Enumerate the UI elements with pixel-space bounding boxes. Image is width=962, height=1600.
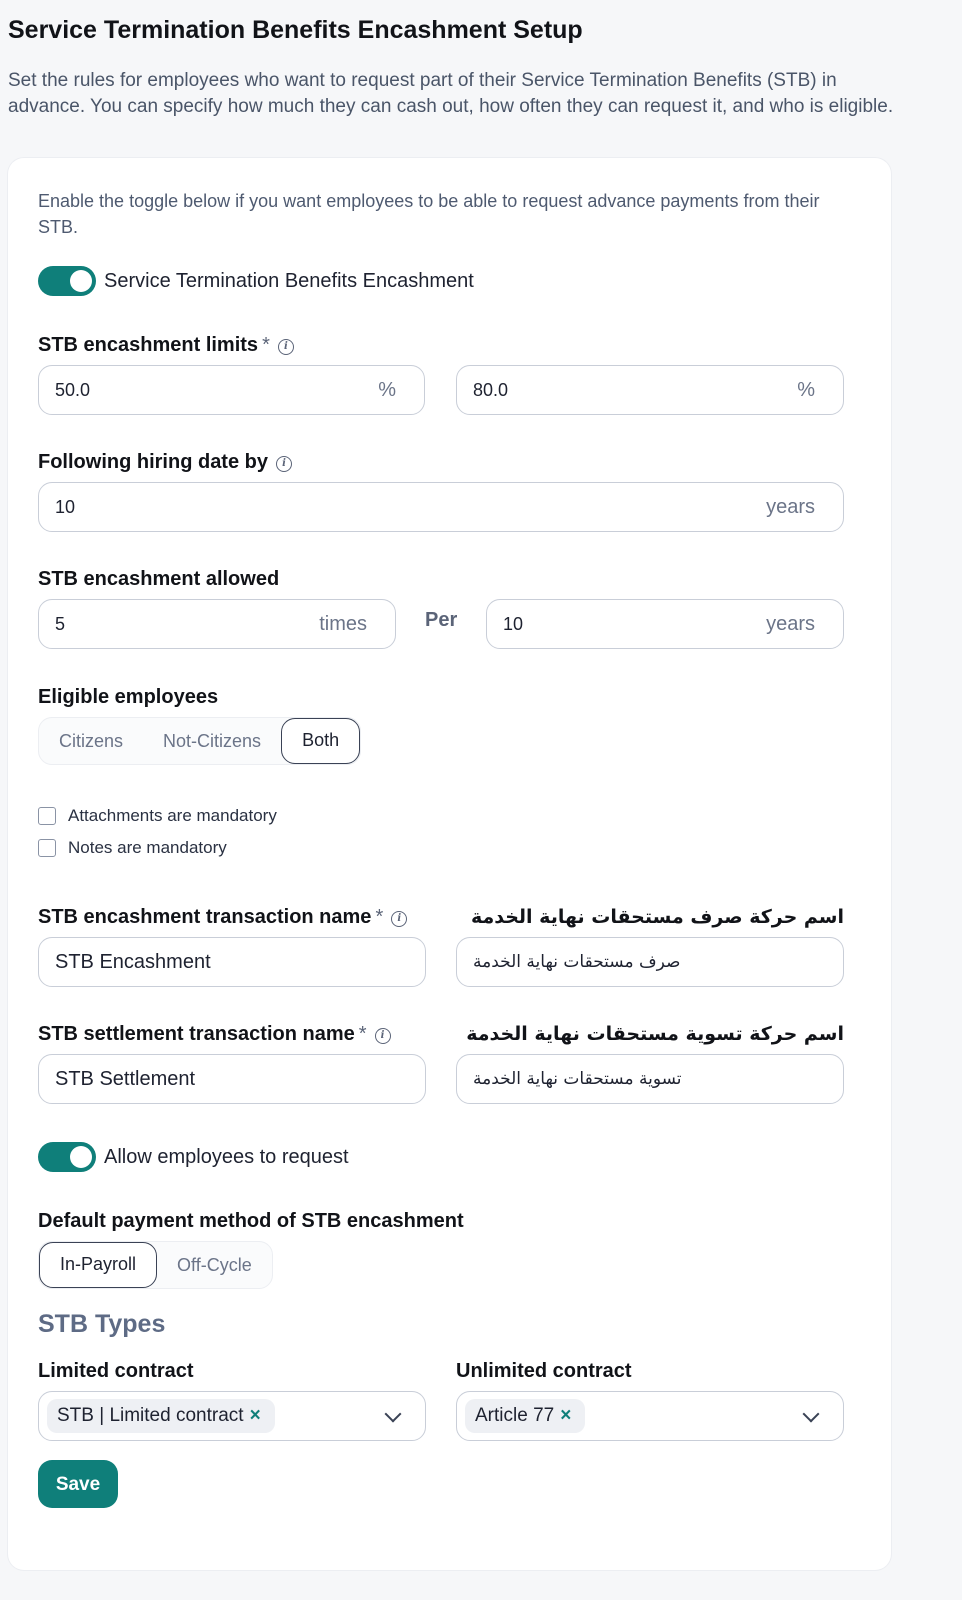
allow-request-toggle-label: Allow employees to request xyxy=(104,1146,349,1168)
stb-types-heading: STB Types xyxy=(38,1310,166,1338)
hiring-years-input[interactable] xyxy=(38,482,844,532)
encashment-name-input[interactable] xyxy=(38,937,426,987)
info-icon[interactable]: i xyxy=(391,911,407,927)
limit-min-input[interactable] xyxy=(38,365,425,415)
eligible-label xyxy=(38,686,218,709)
required-mark: * xyxy=(375,906,384,928)
years-suffix: years xyxy=(766,496,815,518)
limits-label xyxy=(38,334,294,357)
allowed-times-value: 5 xyxy=(55,614,66,634)
encashment-name-label-text: STB encashment transaction name xyxy=(38,906,372,928)
attachments-mandatory-row[interactable] xyxy=(38,806,277,826)
allowed-label-text: STB encashment allowed xyxy=(38,568,280,590)
eligible-label-text: Eligible employees xyxy=(38,686,219,708)
allowed-times-input[interactable] xyxy=(38,599,396,649)
chevron-down-icon[interactable] xyxy=(385,1406,402,1423)
settlement-name-arabic-input[interactable] xyxy=(456,1054,844,1104)
encashment-name-value: STB Encashment xyxy=(55,951,211,973)
percent-suffix: % xyxy=(378,379,396,401)
payment-method-label xyxy=(38,1210,464,1233)
limited-contract-chip-label: STB | Limited contract xyxy=(57,1405,244,1426)
info-icon[interactable]: i xyxy=(278,339,294,355)
encashment-name-arabic-input[interactable] xyxy=(456,937,844,987)
limited-contract-select[interactable] xyxy=(38,1391,426,1441)
limit-max-input[interactable] xyxy=(456,365,844,415)
limit-min-value: 50.0 xyxy=(55,380,91,400)
unlimited-contract-chip-label: Article 77 xyxy=(475,1405,555,1426)
settlement-name-label xyxy=(38,1023,391,1046)
settings-card xyxy=(8,158,891,1570)
settlement-name-arabic-label: اسم حركة تسوية مستحقات نهاية الخدمة xyxy=(466,1023,844,1045)
close-icon[interactable]: × xyxy=(560,1405,572,1426)
limited-contract-label xyxy=(38,1360,194,1383)
limits-label-text: STB encashment limits xyxy=(38,334,259,356)
info-icon[interactable]: i xyxy=(375,1028,391,1044)
save-button[interactable]: Save xyxy=(38,1460,118,1508)
hiring-years-value: 10 xyxy=(55,497,76,517)
times-suffix: times xyxy=(319,613,367,635)
info-icon[interactable]: i xyxy=(276,456,292,472)
payment-option-off-cycle[interactable]: Off-Cycle xyxy=(177,1255,252,1275)
encashment-name-arabic-value: صرف مستحقات نهاية الخدمة xyxy=(473,952,681,972)
percent-suffix: % xyxy=(797,379,815,401)
attachments-checkbox[interactable] xyxy=(38,807,56,825)
settlement-name-input[interactable] xyxy=(38,1054,426,1104)
allow-request-toggle[interactable] xyxy=(38,1142,96,1172)
hiring-label-text: Following hiring date by xyxy=(38,451,268,473)
attachments-checkbox-label: Attachments are mandatory xyxy=(68,806,277,825)
notes-checkbox[interactable] xyxy=(38,839,56,857)
limited-contract-label-text: Limited contract xyxy=(38,1360,194,1382)
unlimited-contract-label xyxy=(456,1360,632,1383)
intro-text: Enable the toggle below if you want employees to be able to request advance payments from their STB. xyxy=(38,191,820,237)
eligible-segmented-control xyxy=(38,717,361,765)
eligible-option-both[interactable]: Both xyxy=(281,718,360,764)
close-icon[interactable]: × xyxy=(249,1405,261,1426)
toggle-knob xyxy=(70,270,92,292)
encashment-toggle-label: Service Termination Benefits Encashment xyxy=(104,270,474,292)
payment-method-segmented-control xyxy=(38,1241,273,1289)
unlimited-contract-chip xyxy=(465,1399,585,1433)
page-description: Set the rules for employees who want to request part of their Service Termination Benefits (STB) in advance. You can specify how much they can cash out, how often they can request it, and who is eligible. xyxy=(8,70,894,117)
unlimited-contract-select[interactable] xyxy=(456,1391,844,1441)
settlement-name-value: STB Settlement xyxy=(55,1068,196,1090)
eligible-option-citizens[interactable]: Citizens xyxy=(59,731,124,751)
required-mark: * xyxy=(358,1023,367,1045)
payment-method-label-text: Default payment method of STB encashment xyxy=(38,1210,464,1232)
allowed-period-value: 10 xyxy=(503,614,524,634)
hiring-label xyxy=(38,451,292,474)
allowed-label xyxy=(38,568,279,591)
per-label: Per xyxy=(425,609,458,631)
required-mark: * xyxy=(262,334,270,356)
payment-option-in-payroll[interactable]: In-Payroll xyxy=(39,1242,157,1288)
notes-mandatory-row[interactable] xyxy=(38,838,227,858)
chevron-down-icon[interactable] xyxy=(803,1406,820,1423)
allowed-period-input[interactable] xyxy=(486,599,844,649)
settlement-name-label-text: STB settlement transaction name xyxy=(38,1023,355,1045)
notes-checkbox-label: Notes are mandatory xyxy=(68,838,227,857)
limited-contract-chip xyxy=(47,1399,275,1433)
page-title: Service Termination Benefits Encashment Setup xyxy=(8,16,583,44)
years-suffix: years xyxy=(766,613,815,635)
limit-max-value: 80.0 xyxy=(473,380,509,400)
toggle-knob xyxy=(70,1146,92,1168)
unlimited-contract-label-text: Unlimited contract xyxy=(456,1360,632,1382)
settlement-name-arabic-value: تسوية مستحقات نهاية الخدمة xyxy=(473,1069,682,1089)
eligible-option-not-citizens[interactable]: Not-Citizens xyxy=(163,731,262,751)
encashment-toggle[interactable] xyxy=(38,266,96,296)
encashment-name-arabic-label: اسم حركة صرف مستحقات نهاية الخدمة xyxy=(470,906,844,928)
encashment-name-label xyxy=(38,906,407,929)
